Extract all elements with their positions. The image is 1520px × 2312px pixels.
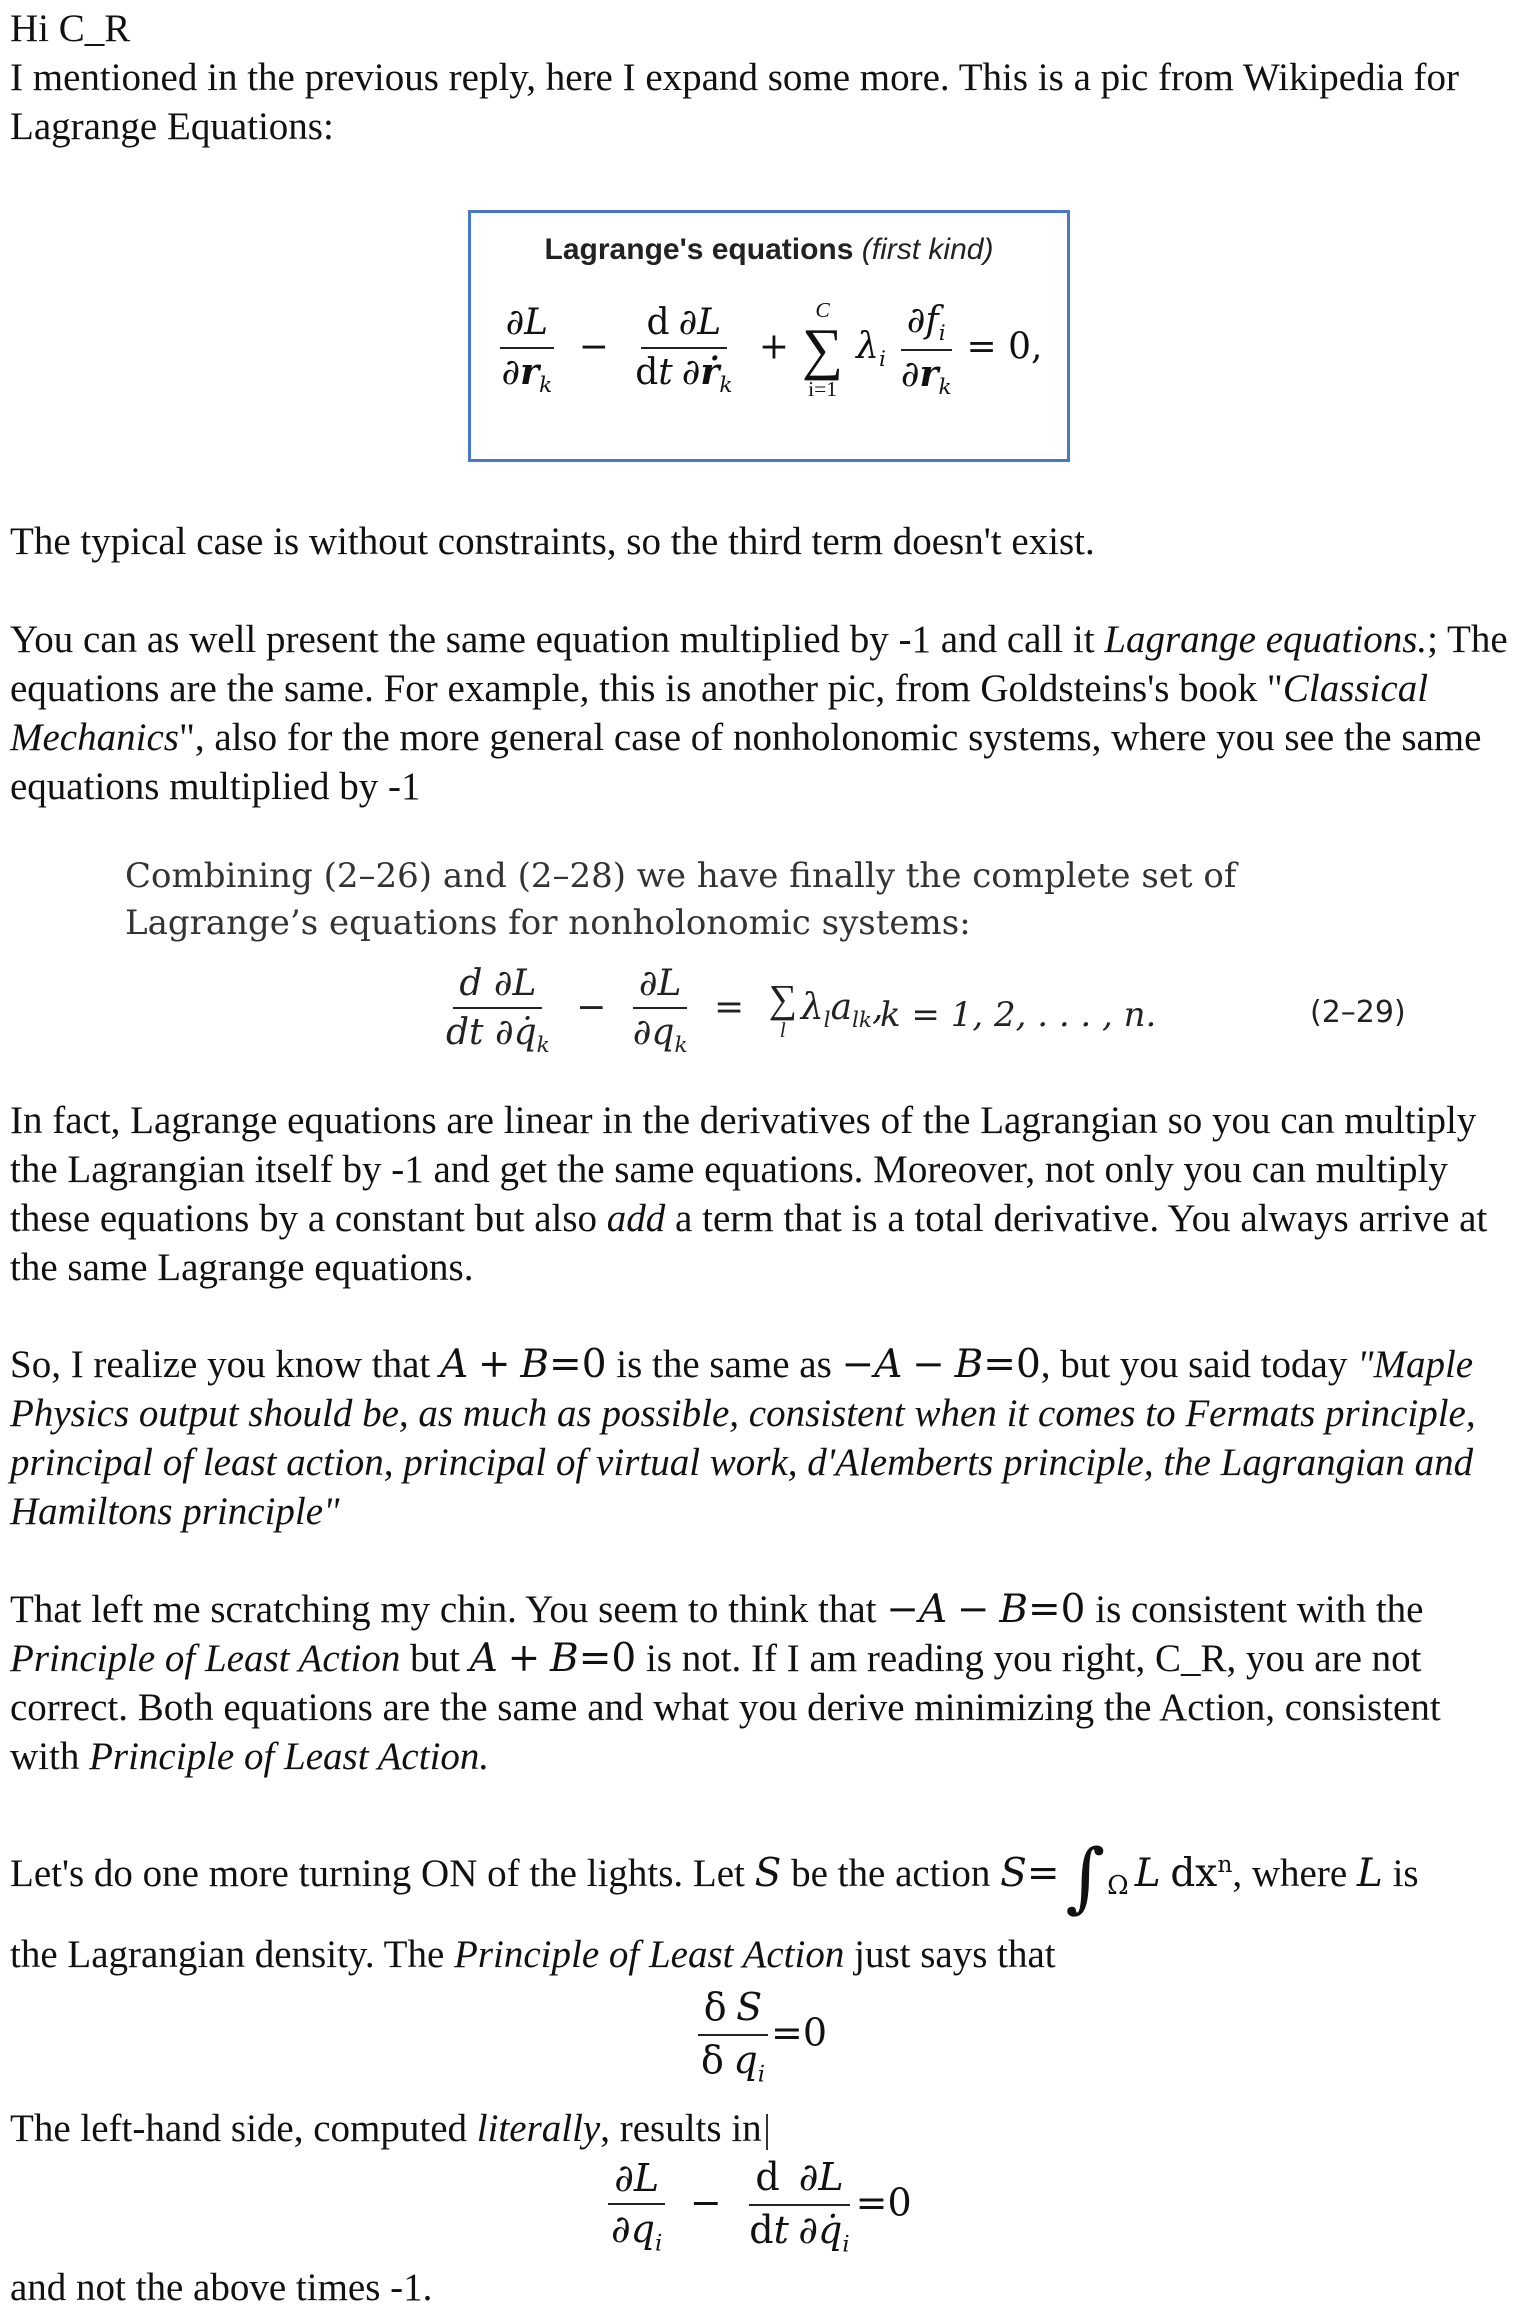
wiki-eq-rhs: = 0, [966,326,1043,368]
lagrange-first-kind-equation: $\frac{\partial L}{\partial r_k}$ − $\frac{d \partial L}{dt \partial ṙ_k}$ + C ∑ i=1 $\lambda_i$ $\frac{\partial f_i}{\partial r_k}$ = 0, [501,297,1043,401]
paragraph-realize: So, I realize you know that A + B=0 is the same as −A − B=0, but you said today "Maple Physics output should be, as much as possible, consistent when it comes to Fermats principle, principal of least action, principal of virtual work, d'Alemberts principle, the Lagrangian and Hamiltons principle" [10,1342,1476,1533]
text-cursor [766,2114,768,2150]
euler-lagrange-equation: $\frac{\partial L}{\partial q_i}$ − $\frac{d \partial L}{dt \partial q̇_i}$ =0 [605,2155,912,2259]
wikipedia-equation-image [468,210,1070,462]
closing-line: and not the above times -1. [10,2266,433,2309]
goldstein-excerpt-text: Combining (2–26) and (2–28) we have finally the complete set of Lagrange’s equations for nonholonomic systems: [125,856,1237,943]
paragraph-scratching-chin: That left me scratching my chin. You seem to think that −A − B=0 is consistent with the Principle of Least Action but A + B=0 is not. If I am reading you right, C_R, you are not correct. Both equations are the same and what you derive minimizing the Action, consistent with Principle of Least Action. [10,1587,1441,1778]
paragraph-action-line1: Let's do one more turning ON of the lights. Let S be the action S= ∫ Ω L $dx^n$, where L is [10,1831,1419,1921]
paragraph-action-line2: the Lagrangian density. The Principle of Least Action just says that [10,1933,1056,1976]
sum-upper-limit: C [815,297,830,322]
wiki-title [471,233,1067,267]
goldstein-equation: $\frac{d \partial L}{dt \partial q̇_k}$ − $\frac{\partial L}{\partial q_k}$ = ∑ l $\lambda_la_{lk}$, [446,963,884,1059]
sum-lower-limit: i=1 [808,376,838,401]
paragraph-typical-case: The typical case is without constraints, so the third term doesn't exist. [10,520,1095,563]
paragraph-multiply-minus-one: You can as well present the same equation multiplied by -1 and call it Lagrange equations.; The equations are the same. For example, this is another pic, from Goldsteins's book "Classical Mechanics", also for the more general case of nonholonomic systems, where you see the same equations multiplied by -1 [10,618,1508,808]
intro-paragraph: I mentioned in the previous reply, here I expand some more. This is a pic from Wikipedia for Lagrange Equations: [10,56,1459,148]
variation-equation: $\frac{\text{δ S}}{\delta q_i}$ =0 [695,1985,827,2089]
wiki-title-bold: Lagrange's equations [544,233,854,266]
wiki-title-italic: (first kind) [861,233,994,266]
paragraph-linear-derivatives: In fact, Lagrange equations are linear in the derivatives of the Lagrangian so you can multiply the Lagrangian itself by -1 and get the same equations. Moreover, not only you can multiply these equations by a constant but also add a term that is a total derivative. You always arrive at the same Lagrange equations. [10,1099,1488,1289]
goldstein-k-range: k = 1, 2, . . . , n. [880,995,1157,1035]
paragraph-left-hand-side: The left-hand side, computed literally, results in [10,2104,1510,2153]
greeting: Hi C_R [10,7,131,50]
goldstein-equation-number: (2–29) [1310,995,1406,1030]
